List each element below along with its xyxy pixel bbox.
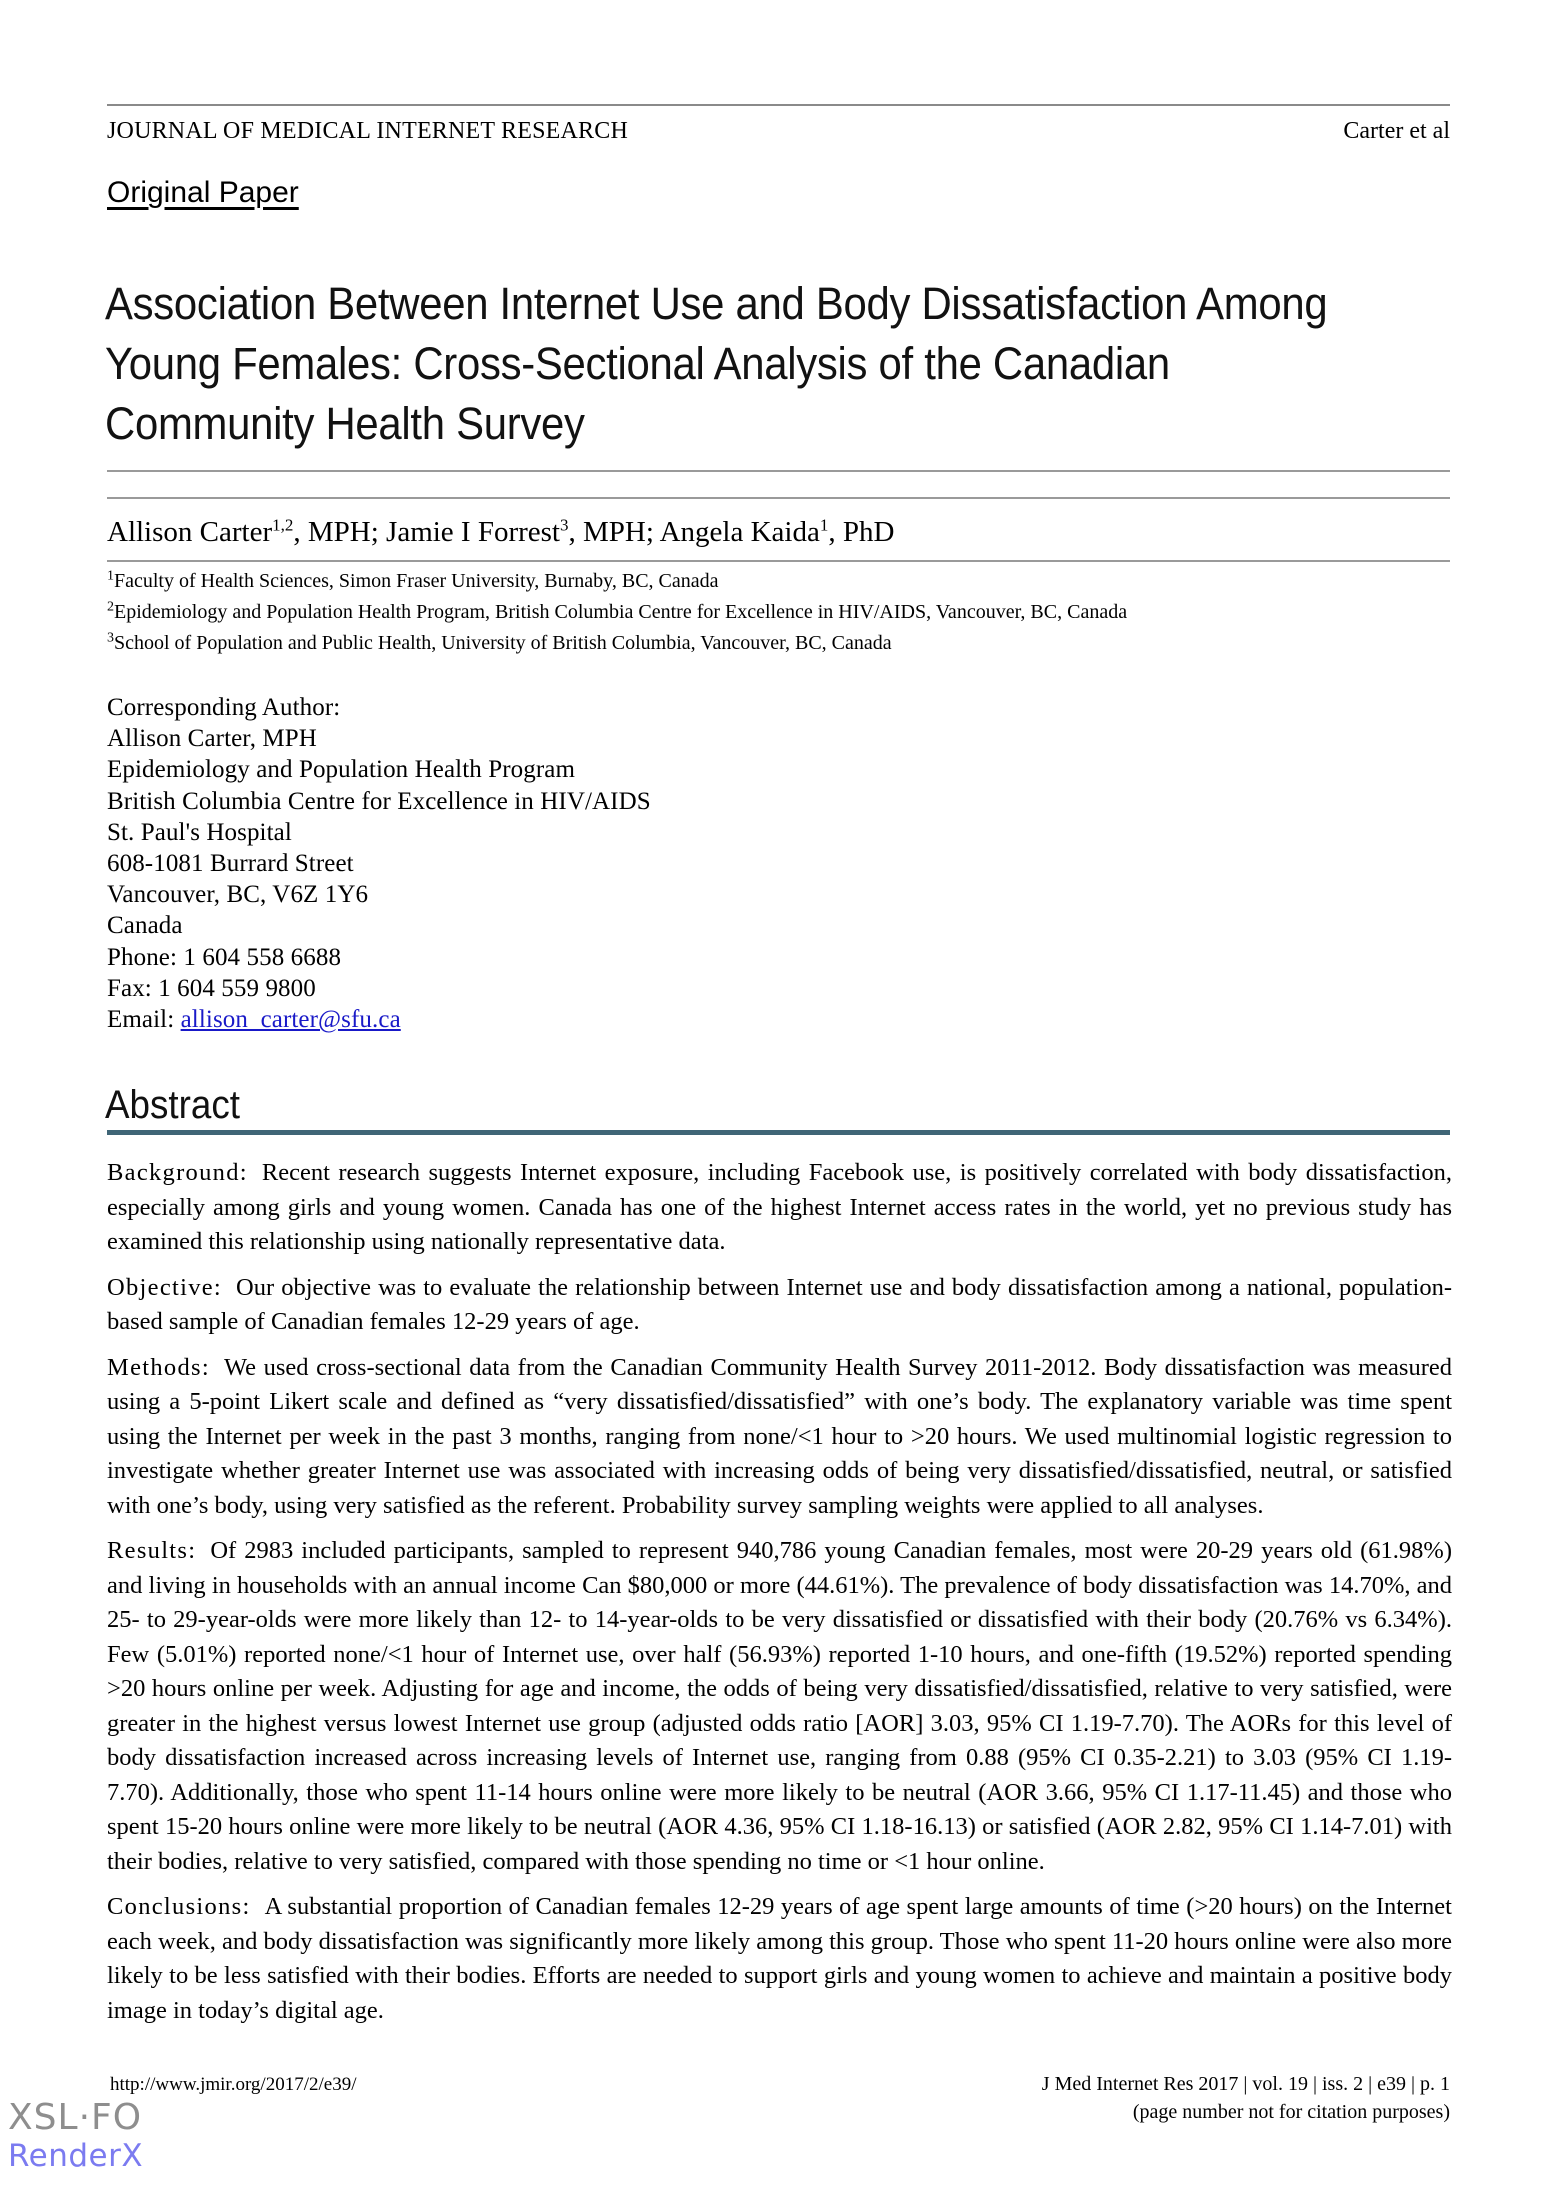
footer-url[interactable]: http://www.jmir.org/2017/2/e39/ xyxy=(110,2074,357,2095)
footer-citation-note: (page number not for citation purposes) xyxy=(1132,2101,1450,2123)
affiliation-item xyxy=(107,566,1450,597)
email-label: Email: xyxy=(107,1006,181,1034)
author-1-affil-marker: 1,2 xyxy=(272,515,294,535)
corresponding-author-heading: Corresponding Author: xyxy=(107,694,341,721)
renderx-logo-text: RenderX xyxy=(8,2138,144,2174)
corresponding-author-line: Epidemiology and Population Health Program xyxy=(107,756,576,784)
abstract-section xyxy=(107,1890,1452,2028)
corresponding-author-line: Allison Carter, MPH xyxy=(107,725,317,753)
renderx-logo xyxy=(8,2098,188,2174)
affiliation-marker: 3 xyxy=(107,630,114,646)
title-divider-top xyxy=(107,470,1450,472)
affiliation-marker: 1 xyxy=(107,568,114,584)
abstract-heading-rule xyxy=(107,1130,1450,1135)
author-3-degree: , PhD xyxy=(828,516,895,548)
footer-citation-block xyxy=(1042,2070,1450,2126)
abstract-section-label: Background: xyxy=(107,1159,248,1186)
corresponding-author-line: 608-1081 Burrard Street xyxy=(107,850,354,878)
abstract-section-text: Recent research suggests Internet exposure, including Facebook use, is positively correlated with body dissatisfaction, especially among girls and young women. Canada has one of the highest Internet access rates in the world, yet no previous study has examined this relationship using nationally representative data. xyxy=(107,1159,1452,1255)
abstract-section-label: Conclusions: xyxy=(107,1893,251,1920)
author-1-degree: , MPH; xyxy=(293,516,387,548)
author-2-name: Jamie I Forrest xyxy=(386,516,560,548)
abstract-section-label: Objective: xyxy=(107,1273,223,1301)
abstract-section xyxy=(107,1156,1452,1260)
email-link[interactable]: allison_carter@sfu.ca xyxy=(180,1006,401,1034)
page-title: Association Between Internet Use and Body Dissatisfaction Among Young Females: Cross-Sectional Analysis of the Canadian Community Health Survey xyxy=(105,278,1328,450)
corresponding-author-line: Canada xyxy=(107,912,183,940)
author-2-affil-marker: 3 xyxy=(560,515,569,535)
running-head-authors: Carter et al xyxy=(1343,118,1450,144)
author-2-degree: , MPH; xyxy=(568,516,660,548)
abstract-section-text: We used cross-sectional data from the Canadian Community Health Survey 2011-2012. Body dissatisfaction was measured using a 5-point Likert scale and defined as “very dissatisfied/dissatisfied” with one’s body. The explanatory variable was time spent using the Internet per week in the past 3 months, ranging from none/<1 hour to >20 hours. We used multinomial logistic regression to investigate whether greater Internet use was associated with increasing odds of being very dissatisfied/dissatisfied, neutral, or satisfied with one’s body, using very satisfied as the referent. Probability survey sampling weights were applied to all analyses. xyxy=(107,1353,1452,1519)
affiliation-text: School of Population and Public Health, University of British Columbia, Vancouver, BC, Canada xyxy=(114,632,892,654)
corresponding-author-line: British Columbia Centre for Excellence in HIV/AIDS xyxy=(107,787,651,815)
affiliation-list xyxy=(107,566,1450,659)
corresponding-author-line: St. Paul's Hospital xyxy=(107,818,292,846)
abstract-section xyxy=(107,1534,1452,1879)
affiliation-item xyxy=(107,597,1450,628)
xsl-fo-logo-text: XSL·FO xyxy=(8,2097,143,2138)
author-list xyxy=(107,513,1450,551)
author-3-affil-marker: 1 xyxy=(819,515,829,535)
running-head xyxy=(107,104,1450,145)
affiliation-item xyxy=(107,628,1450,659)
abstract-section-text: Our objective was to evaluate the relationship between Internet use and body dissatisfaction among a national, population-based sample of Canadian females 12-29 years of age. xyxy=(107,1273,1452,1335)
abstract-section-text: Of 2983 included participants, sampled to represent 940,786 young Canadian females, most were 20-29 years old (61.98%) and living in households with an annual income Can $80,000 or more (44.61%). The prevalence of body dissatisfaction was 14.70%, and 25- to 29-year-olds were more likely than 12- to 14-year-olds to be very dissatisfied or dissatisfied with their body (20.76% vs 6.34%). Few (5.01%) reported none/<1 hour of Internet use, over half (56.93%) reported 1-10 hours, and one-fifth (19.52%) reported spending >20 hours online per week. Adjusting for age and income, the odds of being very dissatisfied/dissatisfied, relative to very satisfied, were greater in the highest versus lowest Internet use group (adjusted odds ratio [AOR] 3.03, 95% CI 1.19-7.70). The AORs for this level of body dissatisfaction increased across increasing levels of Internet use, ranging from 0.88 (95% CI 0.35-2.21) to 3.03 (95% CI 1.19-7.70). Additionally, those who spent 11-14 hours online were more likely to be neutral (AOR 3.66, 95% CI 1.17-11.45) and those who spent 15-20 hours online were more likely to be neutral (AOR 4.36, 95% CI 1.18-16.13) or satisfied (AOR 2.82, 95% CI 1.14-7.01) with their bodies, relative to very satisfied, compared with those spending no time or <1 hour online. xyxy=(107,1537,1452,1875)
author-1-name: Allison Carter xyxy=(107,516,273,548)
abstract-section-text: A substantial proportion of Canadian females 12-29 years of age spent large amounts of time (>20 hours) on the Internet each week, and body dissatisfaction was significantly more likely among this group. Those who spent 11-20 hours online were also more likely to be less satisfied with their bodies. Efforts are needed to support girls and young women to achieve and maintain a positive body image in today’s digital age. xyxy=(107,1893,1452,2024)
author-3-name: Angela Kaida xyxy=(659,516,820,548)
abstract-body xyxy=(107,1156,1452,2039)
abstract-section xyxy=(107,1351,1452,1524)
author-divider xyxy=(107,560,1450,562)
abstract-section-label: Results: xyxy=(107,1537,197,1564)
corresponding-author-line: Fax: 1 604 559 9800 xyxy=(107,974,316,1002)
affiliation-text: Epidemiology and Population Health Program, British Columbia Centre for Excellence in HIV/AIDS, Vancouver, BC, Canada xyxy=(114,601,1128,623)
abstract-section xyxy=(107,1271,1452,1340)
affiliation-marker: 2 xyxy=(107,599,114,615)
corresponding-author-email-line xyxy=(107,1004,1007,1035)
footer-citation: J Med Internet Res 2017 | vol. 19 | iss. 2 | e39 | p. 1 xyxy=(1041,2073,1450,2095)
article-type-label: Original Paper xyxy=(107,176,299,209)
abstract-section-label: Methods: xyxy=(107,1353,210,1381)
abstract-heading: Abstract xyxy=(105,1083,240,1127)
corresponding-author-line: Phone: 1 604 558 6688 xyxy=(107,943,342,971)
corresponding-author-block xyxy=(107,692,1007,1035)
affiliation-text: Faculty of Health Sciences, Simon Fraser University, Burnaby, BC, Canada xyxy=(114,570,719,592)
title-divider-bottom xyxy=(107,497,1450,499)
running-head-journal: JOURNAL OF MEDICAL INTERNET RESEARCH xyxy=(107,118,628,144)
corresponding-author-line: Vancouver, BC, V6Z 1Y6 xyxy=(107,881,369,909)
